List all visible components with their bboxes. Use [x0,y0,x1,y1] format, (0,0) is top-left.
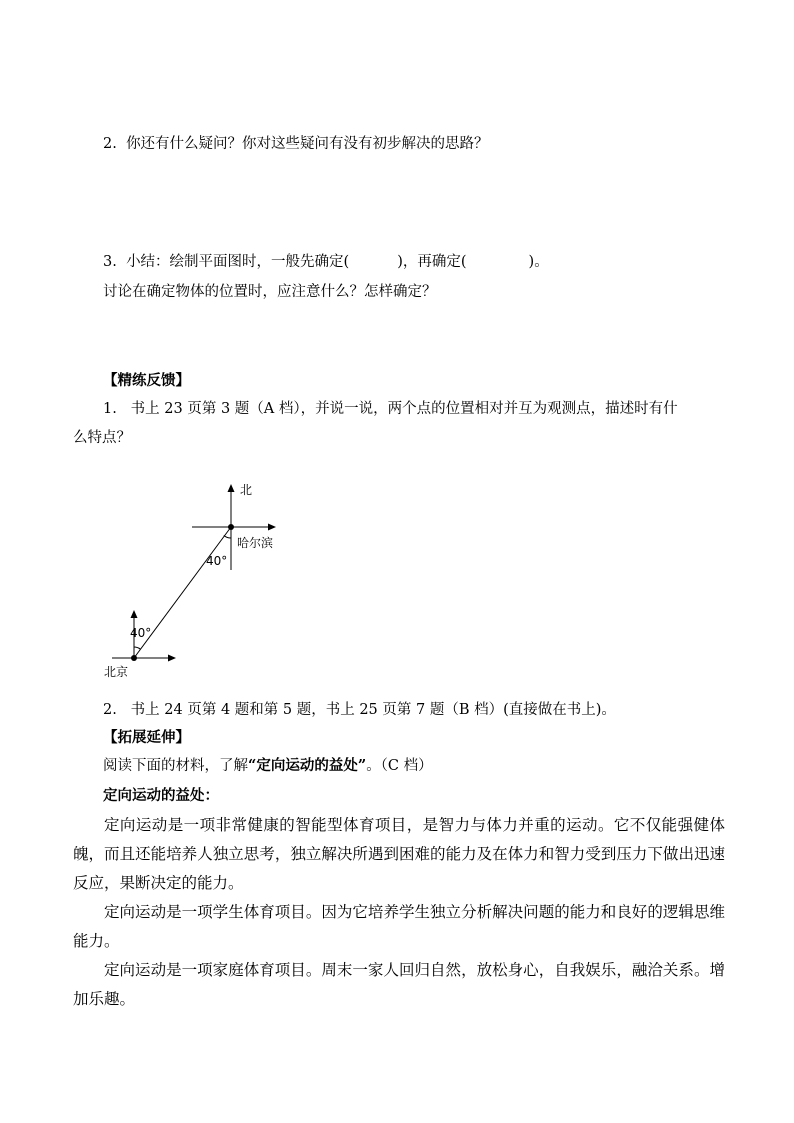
question-3-prefix: 小结：绘制平面图时，一般先确定( [126,254,350,270]
question-2 [103,134,489,154]
practice-heading: 【精练反馈】 [103,372,190,389]
reading-prefix: 阅读下面的材料，了解 [103,758,248,774]
article-paragraph-3: 定向运动是一项家庭体育项目。周末一家人回归自然，放松身心，自我娱乐，融洽关系。增加乐趣。 [73,961,725,1008]
question-3-number: 3. [103,254,117,270]
practice-item-1-line-2: 么特点？ [73,430,131,446]
question-2-number: 2. [103,136,117,152]
beijing-point [131,655,137,661]
beijing-angle-label: 40° [130,626,152,640]
reading-suffix: 。（C 档） [366,758,433,774]
question-3-discussion: 讨论在确定物体的位置时，应注意什么？怎样确定？ [103,284,437,300]
harbin-label: 哈尔滨 [237,536,274,550]
article-title: 定向运动的益处： [103,787,219,804]
article-paragraph-2: 定向运动是一项学生体育项目。因为它培养学生独立分析解决问题的能力和良好的逻辑思维能力。 [73,903,725,950]
question-2-text: 你还有什么疑问？你对这些疑问有没有初步解决的思路？ [126,136,489,152]
beijing-north-arrow-icon [131,610,138,618]
practice-item-1-number: 1. [103,401,117,417]
practice-item-1-text: 书上 23 页第 3 题（A 档），并说一说，两个点的位置相对并互为观测点，描述时有什 [130,401,678,417]
direction-diagram [98,476,298,686]
beijing-angle-arc [134,647,141,649]
north-arrow-icon [228,484,235,492]
beijing-east-arrow-icon [168,655,176,662]
north-label: 北 [240,483,253,497]
extension-reading-instruction [103,756,433,776]
question-3-middle: )，再确定( [397,254,467,270]
article-paragraph-1: 定向运动是一项非常健康的智能型体育项目，是智力与体力并重的运动。它不仅能强健体魄，而且还能培养人独立思考，独立解决所遇到困难的能力及在体力和智力受到压力下做出迅速反应，果断决定的能力。 [73,816,725,892]
harbin-angle-label: 40° [206,554,228,568]
harbin-east-arrow-icon [268,524,276,531]
reading-topic: “定向运动的益处” [248,757,367,774]
practice-item-2-text: 书上 24 页第 4 题和第 5 题，书上 25 页第 7 题（B 档）(直接做在书上)。 [130,702,616,718]
question-3 [103,252,549,272]
extension-heading: 【拓展延伸】 [103,729,190,746]
practice-item-1-line-1 [103,399,678,419]
practice-item-2 [103,700,616,720]
practice-item-2-number: 2. [103,702,117,718]
question-3-suffix: )。 [528,254,549,270]
beijing-label: 北京 [104,665,129,679]
